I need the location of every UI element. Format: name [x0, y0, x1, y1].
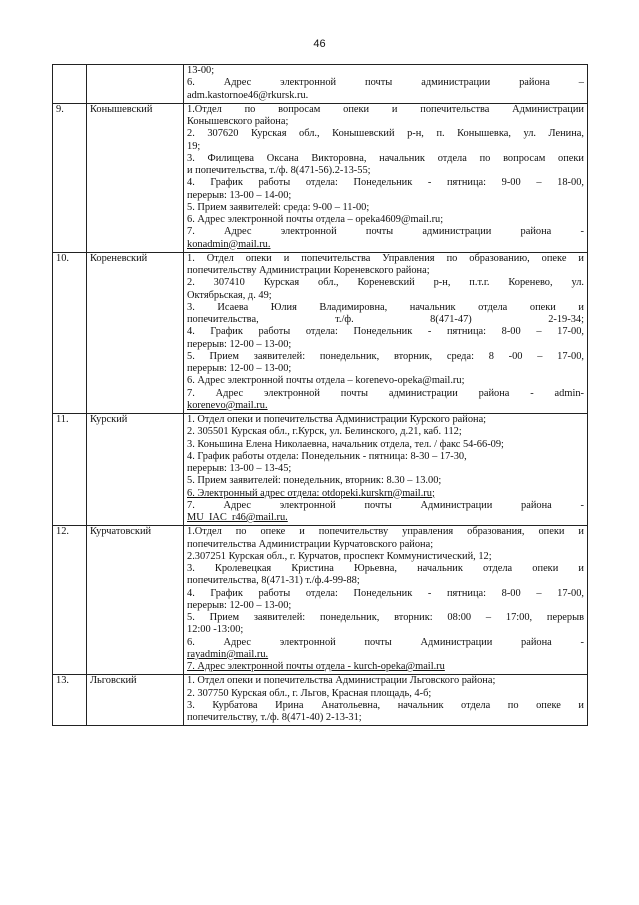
info-line: и попечительства, т./ф. 8(471-56).2-13-55; — [187, 165, 371, 176]
info-line: 1.Отдел по опеке и попечительству управления образования, опеки и — [187, 526, 584, 538]
info-line: 12:00 -13:00; — [187, 624, 244, 636]
page-number: 46 — [313, 38, 326, 50]
info-line: 4. График работы отдела: Понедельник - пятница: 8-00 – 17-00, — [187, 587, 584, 599]
row-number: 13. — [53, 675, 87, 726]
info-line: перерыв: 13-00 – 13-45; — [187, 463, 292, 474]
info-line: 2. 307620 Курская обл., Конышевский р-н, п. Конышевка, ул. Ленина, — [187, 128, 584, 140]
info-line: Конышевского района; — [187, 116, 289, 127]
contact-info — [184, 526, 588, 675]
info-line: попечительства, т./ф. 8(471-47) 2-19-34; — [187, 314, 584, 325]
info-line: попечительству, т./ф. 8(471-40) 2-13-31; — [187, 712, 362, 723]
contact-info — [184, 252, 588, 413]
info-line: 13-00; — [187, 65, 215, 76]
row-number: 9. — [53, 103, 87, 252]
contacts-table — [52, 64, 588, 726]
info-line: 1.Отдел по вопросам опеки и попечительства Администрации — [187, 103, 584, 115]
info-line: 6. Электронный адрес отдела: otdopeki.kurskrn@mail.ru; — [187, 487, 435, 499]
info-line: 5. Прием заявителей: понедельник, вторник, среда: 8 -00 – 17-00, — [187, 350, 584, 362]
district-name: Льговский — [87, 675, 184, 726]
contact-info — [184, 65, 588, 104]
info-line: перерыв: 12-00 – 13-00; — [187, 363, 292, 374]
info-line: 6. Адрес электронной почты отдела – opeka4609@mail.ru; — [187, 214, 444, 225]
info-line: 3. Коньшина Елена Николаевна, начальник отдела, тел. / факс 54-66-09; — [187, 438, 504, 450]
info-line: 4. График работы отдела: Понедельник - пятница: 9-00 – 18-00, — [187, 177, 584, 189]
info-line: korenevo@mail.ru. — [187, 399, 268, 411]
info-line: adm.kastornoe46@rkursk.ru. — [187, 89, 309, 101]
info-line: rayadmin@mail.ru. — [187, 648, 269, 660]
info-line: konadmin@mail.ru. — [187, 238, 271, 250]
info-line: 3. Исаева Юлия Владимировна, начальник отдела опеки и — [187, 301, 584, 313]
info-line: 1. Отдел опеки и попечительства Администрации Курского района; — [187, 414, 487, 425]
table-row — [53, 414, 588, 526]
contact-info — [184, 675, 588, 726]
district-name: Конышевский — [87, 103, 184, 252]
info-line: 5. Прием заявителей: понедельник, вторник: 08:00 – 17:00, перерыв — [187, 612, 584, 623]
table-row — [53, 252, 588, 413]
district-name: Кореневский — [87, 252, 184, 413]
info-line: 2. 307750 Курская обл., г. Льгов, Красная площадь, 4-б; — [187, 687, 432, 699]
info-line: 19; — [187, 140, 201, 152]
info-line: 5. Прием заявителей: среда: 9-00 – 11-00; — [187, 201, 370, 213]
info-line: 2.307251 Курская обл., г. Курчатов, проспект Коммунистический, 12; — [187, 550, 492, 562]
info-line: 7. Адрес электронной почты администрации района - — [187, 226, 584, 238]
info-line: 3. Кролевецкая Кристина Юрьевна, начальник отдела опеки и — [187, 563, 584, 574]
row-number — [53, 65, 87, 104]
info-line: 6. Адрес электронной почты администрации района – — [187, 77, 584, 89]
row-number: 11. — [53, 414, 87, 526]
info-line: 6. Адрес электронной почты Администрации района - — [187, 636, 584, 648]
district-name: Курский — [87, 414, 184, 526]
info-line: попечительства Администрации Курчатовского района; — [187, 538, 434, 550]
info-line: перерыв: 13-00 – 14-00; — [187, 189, 292, 201]
info-line: Октябрьская, д. 49; — [187, 289, 272, 301]
contact-info — [184, 414, 588, 526]
info-line: 7. Адрес электронной почты отдела - kurch-opeka@mail.ru — [187, 661, 445, 672]
info-line: 4. График работы отдела: Понедельник - пятница: 8-00 – 17-00, — [187, 326, 584, 338]
info-line: перерыв: 12-00 – 13-00; — [187, 599, 292, 611]
info-line: попечительства, 8(471-31) т./ф.4-99-88; — [187, 575, 360, 587]
info-line: 1. Отдел опеки и попечительства Управления по образованию, опеке и — [187, 252, 584, 264]
info-line: 7. Адрес электронной почты Администрации района - — [187, 499, 584, 511]
table-body — [53, 65, 588, 726]
info-line: 3. Филищева Оксана Викторовна, начальник отдела по вопросам опеки — [187, 152, 584, 164]
table-row — [53, 65, 588, 104]
district-name — [87, 65, 184, 104]
district-name: Курчатовский — [87, 526, 184, 675]
info-line: 2. 307410 Курская обл., Кореневский р-н, п.т.г. Коренево, ул. — [187, 277, 584, 289]
table-row — [53, 675, 588, 726]
info-line: 5. Прием заявителей: понедельник, вторник: 8.30 – 13.00; — [187, 475, 442, 487]
table-row — [53, 526, 588, 675]
info-line: перерыв: 12-00 – 13-00; — [187, 338, 292, 350]
info-line: 4. График работы отдела: Понедельник - пятница: 8-30 – 17-30, — [187, 450, 467, 462]
info-line: 7. Адрес электронной почты администрации района - admin- — [187, 387, 584, 399]
info-line: 2. 305501 Курская обл., г.Курск, ул. Белинского, д.21, каб. 112; — [187, 426, 462, 438]
row-number: 10. — [53, 252, 87, 413]
info-line: 6. Адрес электронной почты отдела – korenevo-opeka@mail.ru; — [187, 375, 465, 387]
info-line: попечительству Администрации Кореневского района; — [187, 265, 430, 276]
table-row — [53, 103, 588, 252]
info-line: MU_IAC_r46@mail.ru. — [187, 512, 288, 523]
contact-info — [184, 103, 588, 252]
info-line: 1. Отдел опеки и попечительства Администрации Льговского района; — [187, 675, 496, 687]
row-number: 12. — [53, 526, 87, 675]
info-line: 3. Курбатова Ирина Анатольевна, начальник отдела по опеке и — [187, 699, 584, 711]
